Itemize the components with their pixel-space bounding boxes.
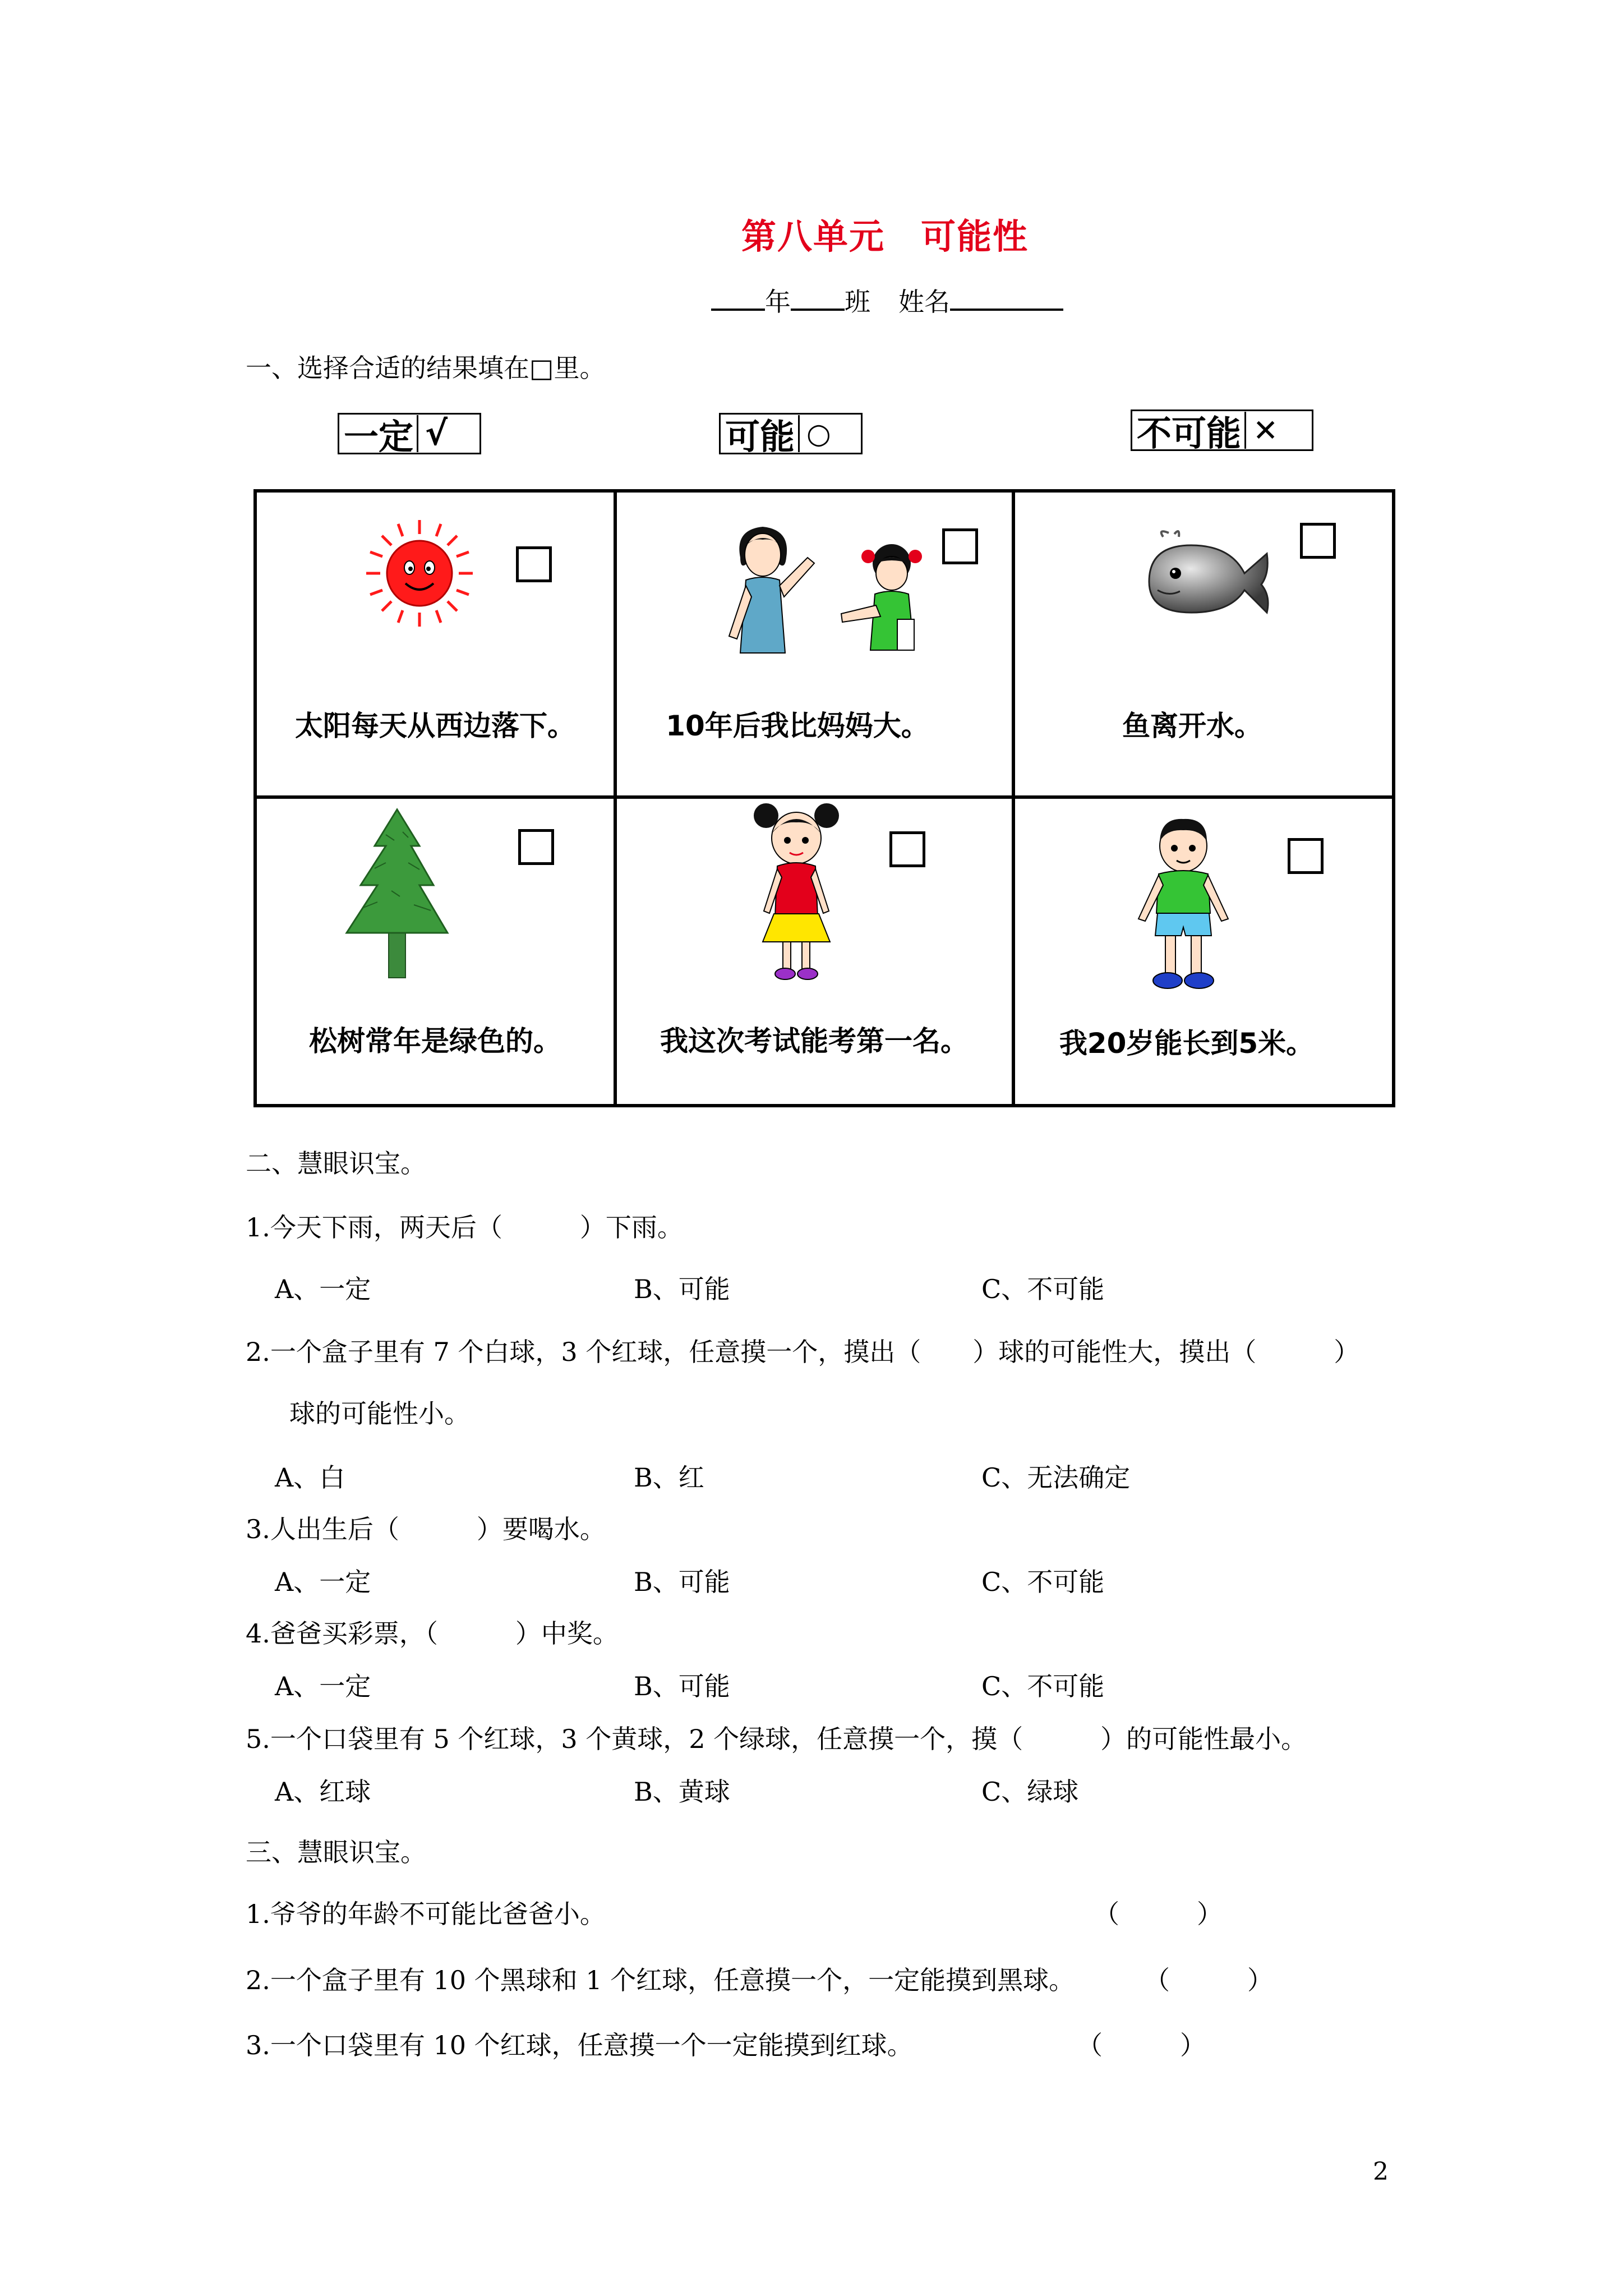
answer-box-2[interactable] [942,528,978,564]
section-2-heading: 二、慧眼识宝。 [246,1148,426,1179]
grade-blank[interactable] [711,284,765,311]
option-c[interactable]: C、不可能 [981,1671,1105,1701]
answer-box-4[interactable] [518,829,554,865]
judgement-item-3: 3.一个口袋里有 10 个红球，任意摸一个一定能摸到红球。 [246,2030,913,2060]
answer-box-1[interactable] [516,546,552,582]
option-a[interactable]: A、一定 [275,1567,371,1597]
option-a[interactable]: A、一定 [275,1274,371,1304]
option-b[interactable]: B、可能 [634,1274,730,1304]
girl-picture [751,799,841,984]
name-blank[interactable] [950,284,1063,311]
answer-box-6[interactable] [1288,838,1324,874]
option-c[interactable]: C、不可能 [981,1274,1105,1304]
name-label: 姓名 [898,287,950,317]
option-c[interactable]: C、绿球 [981,1777,1079,1807]
option-c[interactable]: C、不可能 [981,1567,1105,1597]
legend-impossible-label: 不可能 [1137,412,1242,454]
caption-5: 我这次考试能考第一名。 [660,1025,969,1057]
class-blank[interactable] [791,284,845,311]
option-a[interactable]: A、红球 [275,1777,371,1807]
student-info-line [711,282,1063,319]
judgement-item-2: 2.一个盒子里有 10 个黑球和 1 个红球，任意摸一个，一定能摸到黑球。 [246,1965,1075,1995]
option-a[interactable]: A、白 [275,1462,345,1493]
fish-picture [1141,528,1275,624]
option-b[interactable]: B、可能 [634,1567,730,1597]
question-2-3: 3.人出生后（ ）要喝水。 [246,1514,606,1544]
option-c[interactable]: C、无法确定 [981,1462,1131,1493]
sun-picture [363,517,476,629]
legend-certain-label: 一定 [344,416,414,457]
option-b[interactable]: B、可能 [634,1671,730,1701]
caption-3: 鱼离开水。 [1122,710,1262,742]
question-2-4: 4.爸爸买彩票，（ ）中奖。 [246,1618,619,1649]
legend-impossible [1131,409,1313,454]
pine-tree-picture [335,807,459,981]
judgement-paren-1[interactable]: （ ） [1094,1899,1223,1929]
grid-cell-mother-daughter [615,491,1013,797]
option-b[interactable]: B、黄球 [634,1777,730,1807]
page-number: 2 [1373,2157,1389,2186]
question-2-1: 1.今天下雨，两天后（ ）下雨。 [246,1212,683,1243]
boy-picture [1127,812,1239,997]
cross-icon: ✕ [1253,412,1279,448]
judgement-paren-3[interactable]: （ ） [1077,2030,1206,2060]
section-1-heading: 一、选择合适的结果填在□里。 [246,353,606,383]
mother-and-daughter-picture [723,524,937,659]
legend-certain [338,413,481,457]
check-icon: √ [425,414,448,453]
grid-cell-fish [1013,491,1394,797]
grid-cell-pine [255,797,615,1106]
option-a[interactable]: A、一定 [275,1671,371,1701]
option-b[interactable]: B、红 [634,1462,704,1493]
grade-label: 年 [765,287,791,317]
circle-icon: ○ [806,417,831,450]
caption-4: 松树常年是绿色的。 [309,1025,561,1057]
answer-box-3[interactable] [1300,523,1336,559]
grid-cell-girl [615,797,1013,1106]
section-3-heading: 三、慧眼识宝。 [246,1837,426,1867]
caption-2: 10年后我比妈妈大。 [666,710,929,742]
grid-cell-boy [1013,797,1394,1106]
answer-box-5[interactable] [889,831,925,867]
caption-6: 我20岁能长到5米。 [1059,1027,1315,1060]
question-2-2-cont: 球的可能性小。 [289,1398,470,1429]
picture-grid [253,489,1395,1107]
question-2-5: 5.一个口袋里有 5 个红球，3 个黄球，2 个绿球，任意摸一个，摸（ ）的可能性最小。 [246,1724,1307,1754]
class-label: 班 [845,287,870,317]
judgement-item-1: 1.爷爷的年龄不可能比爸爸小。 [246,1899,606,1929]
question-2-2: 2.一个盒子里有 7 个白球，3 个红球，任意摸一个，摸出（ ）球的可能性大，摸出（ ） [246,1337,1360,1367]
page-title: 第八单元 可能性 [741,216,1029,257]
judgement-paren-2[interactable]: （ ） [1144,1965,1273,1995]
legend-possible-label: 可能 [725,416,795,457]
grid-cell-sun [255,491,615,797]
caption-1: 太阳每天从西边落下。 [295,710,575,742]
legend-possible [719,413,863,457]
